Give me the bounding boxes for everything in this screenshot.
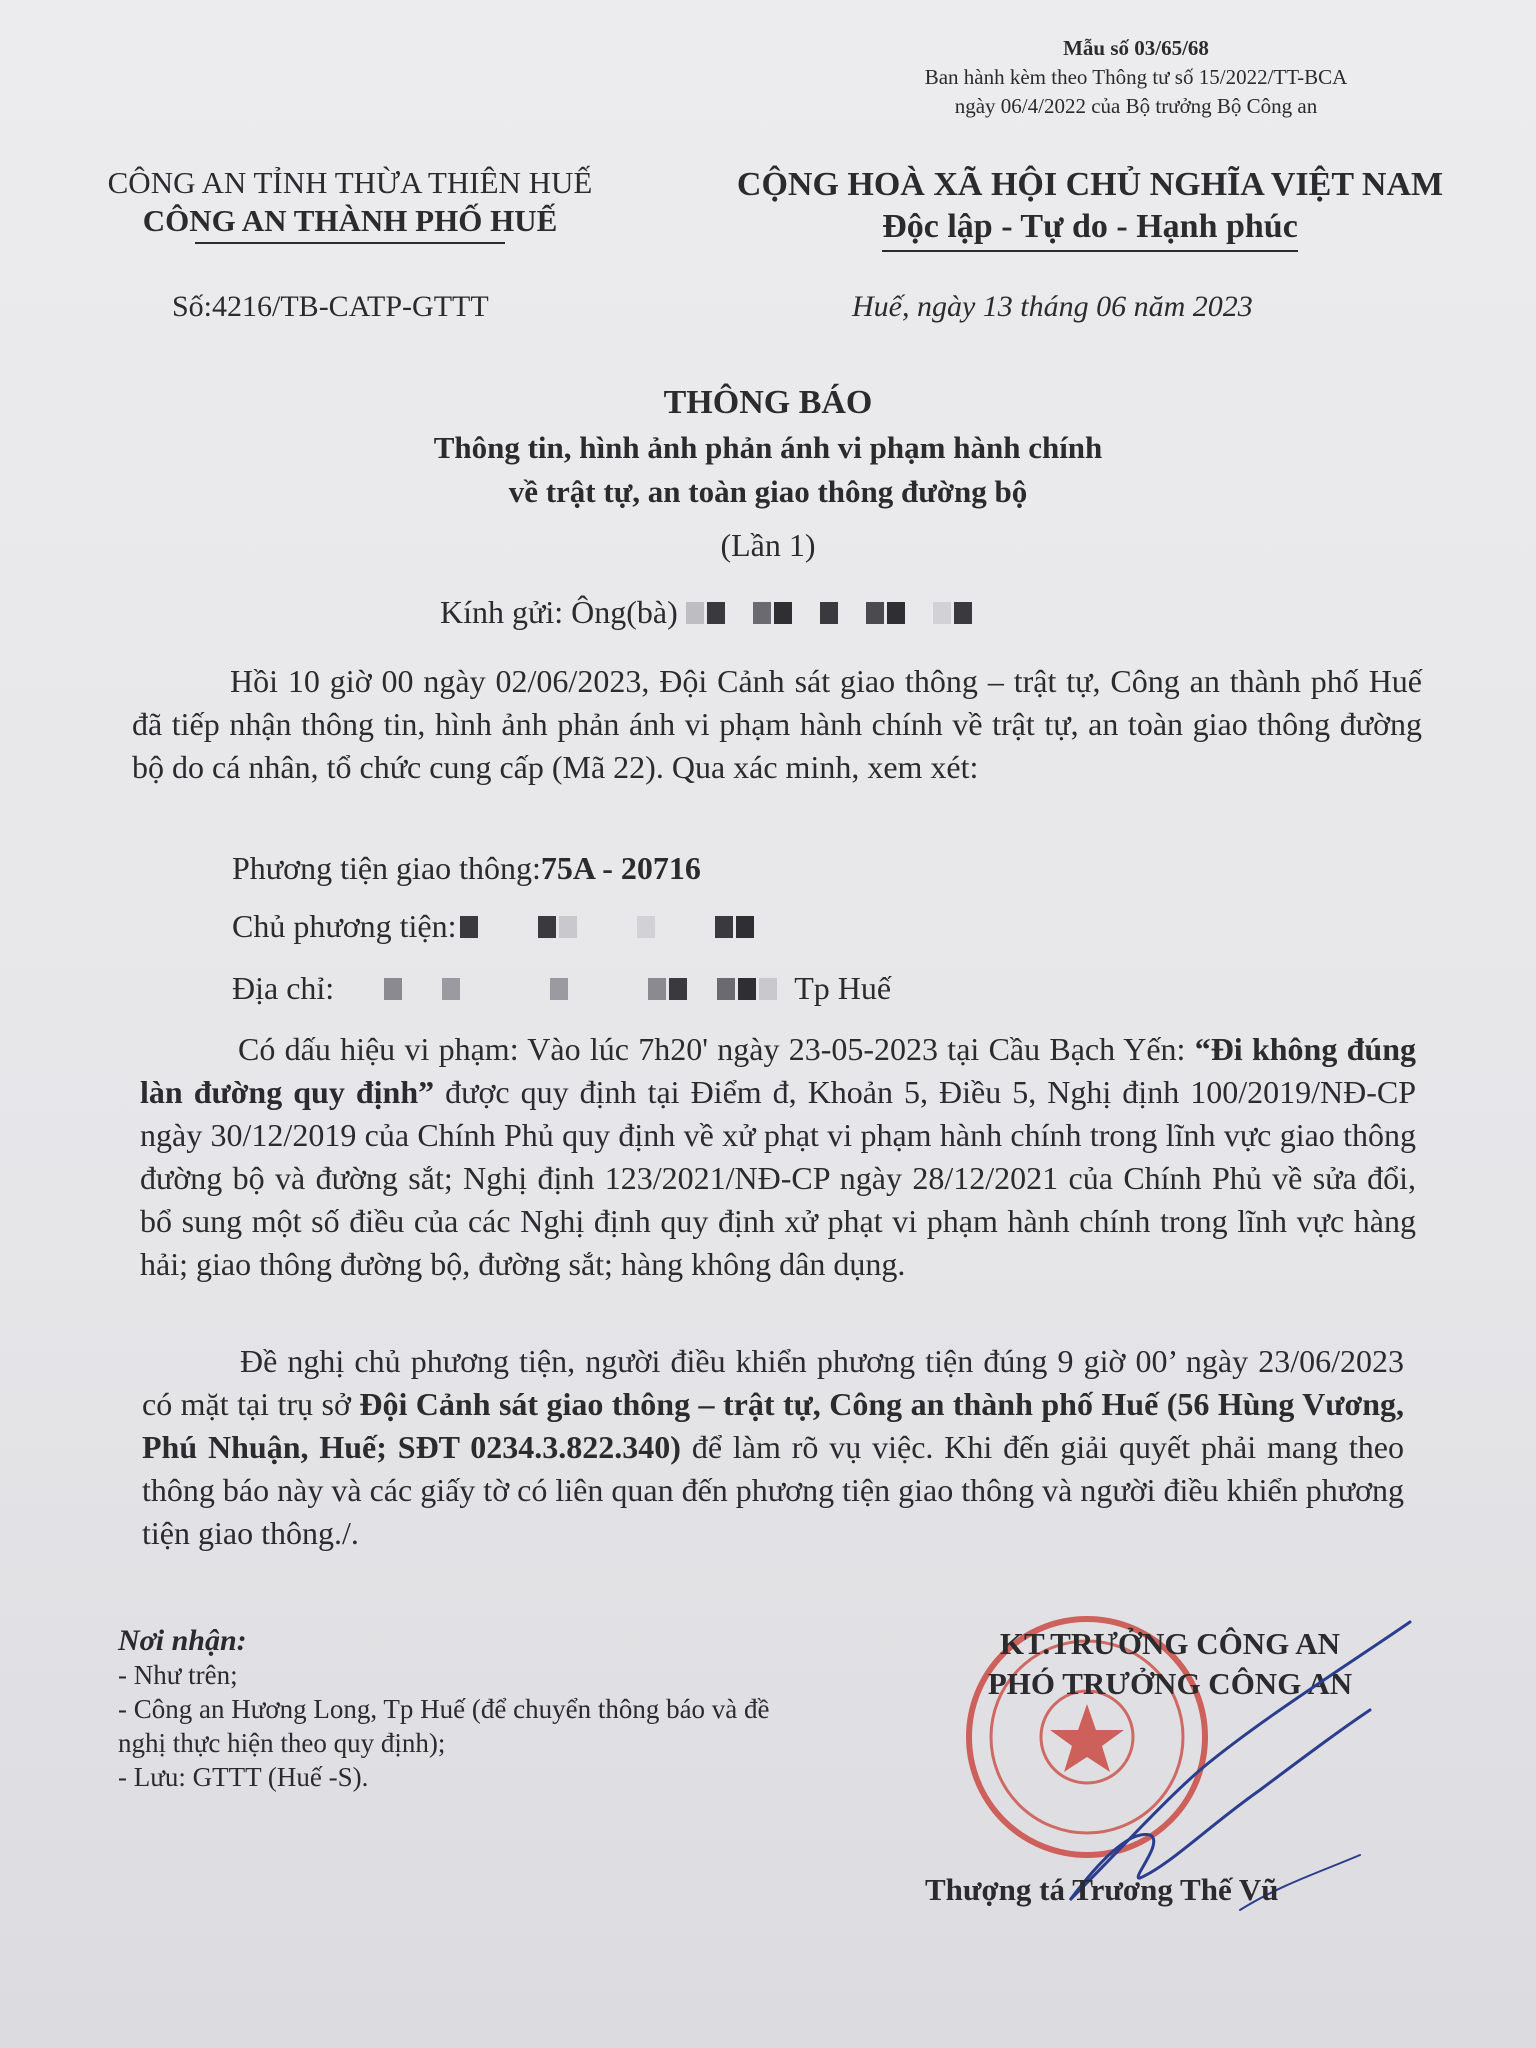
address-city: Tp Huế [794,970,892,1006]
violation-name: “Đi không đúng làn đường quy định” [140,1031,1417,1110]
parent-agency: CÔNG AN TỈNH THỪA THIÊN HUẾ [107,165,593,200]
intro-paragraph [132,660,1422,789]
intro-text: Hồi 10 giờ 00 ngày 02/06/2023, Đội Cảnh sát giao thông – trật tự, Công an thành phố Huế đã tiếp nhận thông tin, hình ảnh phản ánh vi phạm hành chính về trật tự, an toàn giao thông đường bộ do cá nhân, tổ chức cung cấp (Mã 22). Qua xác minh, xem xét: [132,663,1422,785]
receivers-title: Nơi nhận: [118,1624,247,1657]
title-sub-1: Thông tin, hình ảnh phản ánh vi phạm hành chính [433,430,1103,465]
violation-legal-basis: được quy định tại Điểm đ, Khoản 5, Điều 5, Nghị định 100/2019/NĐ-CP ngày 30/12/2019 của Chính Phủ quy định về xử phạt vi phạm hành chính trong lĩnh vực giao thông đường bộ và đường sắt; Nghị định 123/2021/NĐ-CP ngày 28/12/2021 của Chính Phủ về sửa đổi, bổ sung một số điều của các Nghị định quy định xử phạt vi phạm hành chính trong lĩnh vực hàng hải; giao thông đường bộ, đường sắt; hàng không dân dụng. [140,1074,1417,1282]
document-title [0,380,1536,568]
receivers-block [118,1624,808,1794]
national-header [690,164,1490,252]
license-plate: 75A - 20716 [540,850,701,886]
redacted-owner [460,916,757,938]
signature-title-line1: KT.TRƯỞNG CÔNG AN [999,1626,1341,1661]
owner-line [232,908,757,945]
recipient-label: Kính gửi: Ông(bà) [440,594,678,630]
issuing-agency [60,164,640,244]
request-lead: Đề nghị chủ phương tiện, người điều khiển phương tiện đúng 9 giờ 00’ ngày 23/06/2023 có mặt tại trụ sở [142,1343,1404,1422]
receiver-item: - Như trên; [118,1660,238,1690]
receiver-item: - Công an Hương Long, Tp Huế (để chuyển thông báo và đề nghị thực hiện theo quy định); [118,1694,770,1758]
notice-count: (Lần 1) [720,527,816,563]
title-main: THÔNG BÁO [663,384,873,421]
place-date: Huế, ngày 13 tháng 06 năm 2023 [852,290,1253,323]
redacted-name [686,602,975,624]
address-line [232,970,891,1007]
issuing-agency-name: CÔNG AN THÀNH PHỐ HUẾ [142,203,558,238]
signer-name: Thượng tá Trương Thế Vũ [925,1872,1279,1907]
address-label: Địa chỉ: [232,970,335,1006]
form-code: Mẫu số 03/65/68 [1063,36,1209,60]
form-reference [856,34,1416,121]
request-paragraph [142,1340,1404,1555]
form-ref-line1: Ban hành kèm theo Thông tư số 15/2022/TT-BCA [924,65,1348,89]
vehicle-label: Phương tiện giao thông: [232,850,541,886]
title-sub-2: về trật tự, an toàn giao thông đường bộ [508,474,1028,509]
request-rest: để làm rõ vụ việc. Khi đến giải quyết phải mang theo thông báo này và các giấy tờ có liên quan đến phương tiện giao thông và người điều khiển phương tiện giao thông./. [142,1429,1405,1551]
violation-lead: Có dấu hiệu vi phạm: Vào lúc 7h20' ngày 23-05-2023 tại Cầu Bạch Yến: [238,1031,1195,1067]
recipient-line [440,594,975,631]
violation-paragraph [140,1028,1416,1286]
nation-name: CỘNG HOÀ XÃ HỘI CHỦ NGHĨA VIỆT NAM [736,166,1444,203]
redacted-address [384,978,780,1000]
national-motto: Độc lập - Tự do - Hạnh phúc [882,206,1298,252]
vehicle-line [232,850,701,887]
agency-underline [195,242,505,244]
document-number: Số:4216/TB-CATP-GTTT [172,290,489,323]
office-address: Đội Cảnh sát giao thông – trật tự, Công an thành phố Huế (56 Hùng Vương, Phú Nhuận, Huế; SĐT 0234.3.822.340) [142,1386,1405,1465]
signature-title-line2: PHÓ TRƯỞNG CÔNG AN [987,1666,1353,1701]
receiver-item: - Lưu: GTTT (Huế -S). [118,1762,369,1792]
owner-label: Chủ phương tiện: [232,908,457,944]
form-ref-line2: ngày 06/4/2022 của Bộ trưởng Bộ Công an [954,94,1318,118]
